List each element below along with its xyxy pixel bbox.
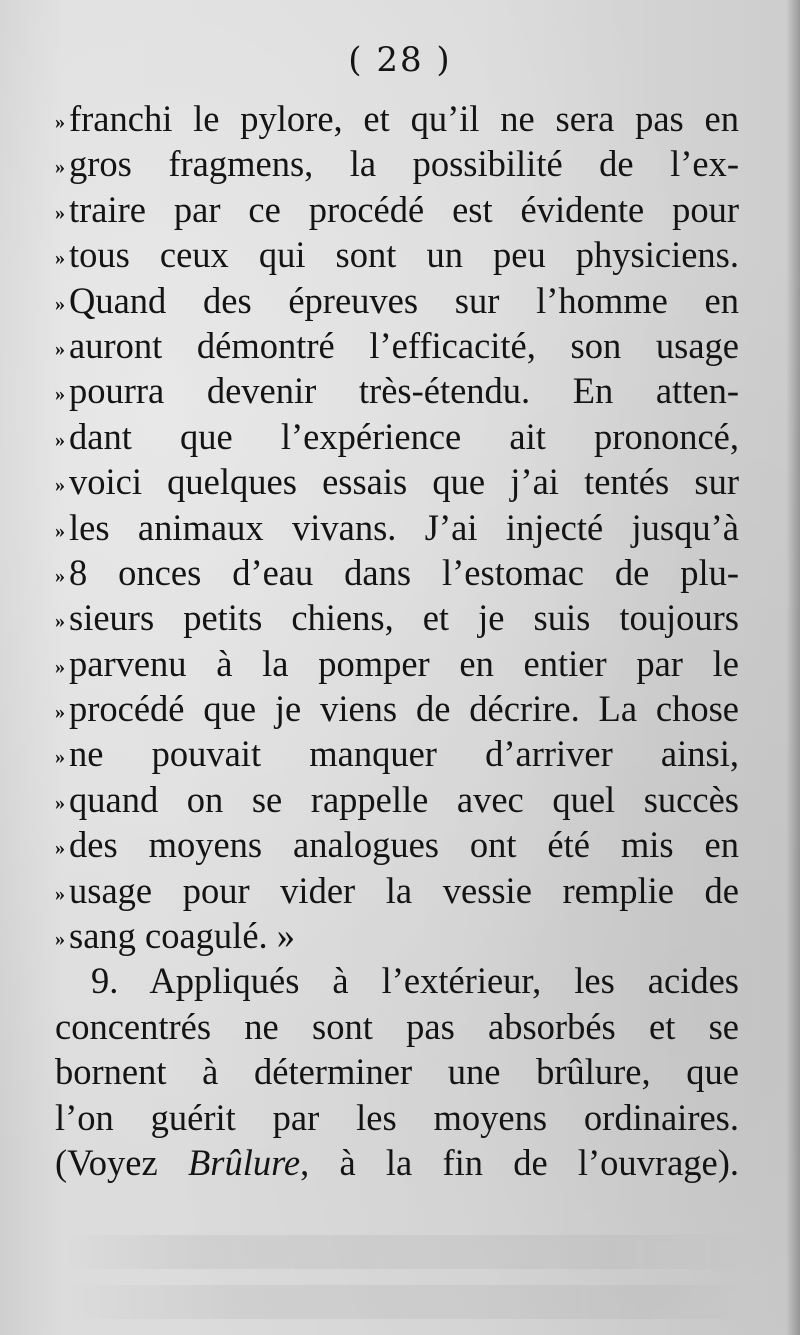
text-line [55,368,739,413]
line-text: gros fragmens, la possibilité de l’ex- [69,143,739,185]
line-text: auront démontré l’efficacité, son usage [69,324,739,366]
page-edge-shadow [786,0,800,1335]
line-text: (Voyez [55,1141,188,1183]
text-line [55,414,739,459]
text-line [55,686,739,731]
line-text: traire par ce procédé est évidente pour [69,188,739,230]
quote-mark: » [55,928,65,951]
paragraph-9-line [55,1140,739,1185]
quote-mark: » [55,519,65,542]
quote-mark: » [55,837,65,860]
quote-mark: » [55,292,65,315]
text-line [55,323,739,368]
line-text: Quand des épreuves sur l’homme en [69,279,739,321]
line-text: , à la fin de l’ouvrage). [300,1141,740,1183]
show-through-texture [60,1235,750,1269]
text-line [55,731,739,776]
page-number: ( 28 ) [348,40,452,80]
page-text [55,96,739,1185]
quote-mark: » [55,247,65,270]
line-text: l’on guérit par les moyens ordinaires. [55,1096,739,1138]
quote-mark: » [55,474,65,497]
quote-mark: » [55,156,65,179]
line-text: bornent à déterminer une brûlure, que [55,1051,739,1093]
line-text: procédé que je viens de décrire. La chose [69,688,739,730]
line-text: voici quelques essais que j’ai tentés sur [69,461,739,503]
quote-mark: » [55,337,65,360]
quote-mark: » [55,201,65,224]
line-text: 8 onces d’eau dans l’estomac de plu- [69,551,739,593]
text-line [55,232,739,277]
line-text: les animaux vivans. J’ai injecté jusqu’à [69,506,739,548]
quote-mark: » [55,746,65,769]
quote-mark: » [55,428,65,451]
line-text: franchi le pylore, et qu’il ne sera pas en [69,98,739,139]
quote-mark: » [55,791,65,814]
paragraph-9-line [55,1095,739,1140]
line-text: sieurs petits chiens, et je suis toujours [69,597,739,639]
quote-mark: » [55,882,65,905]
text-line [55,777,739,822]
text-line [55,550,739,595]
text-line [55,641,739,686]
line-text: sang coagulé. » [69,915,296,957]
line-text: parvenu à la pomper en entier par le [69,642,739,684]
show-through-texture [60,1285,750,1319]
quote-mark: » [55,564,65,587]
line-text: quand on se rappelle avec quel succès [69,778,739,820]
paragraph-9-line [55,1049,739,1094]
text-line [55,913,739,958]
text-line [55,141,739,186]
text-line [55,868,739,913]
text-line [55,595,739,640]
quote-mark: » [55,111,65,133]
quote-mark: » [55,383,65,406]
line-text: usage pour vider la vessie remplie de [69,869,739,911]
line-text: pourra devenir très-étendu. En atten- [69,370,739,412]
text-line [55,278,739,323]
text-line [55,187,739,232]
paragraph-9-line [55,958,739,1003]
line-text: 9. Appliqués à l’extérieur, les acides [91,960,739,1002]
text-line [55,505,739,550]
line-text: des moyens analogues ont été mis en [69,824,739,866]
text-line [55,822,739,867]
quote-mark: » [55,701,65,724]
line-text: tous ceux qui sont un peu physiciens. [69,234,739,276]
quote-mark: » [55,655,65,678]
italic-reference: Brûlure [187,1141,301,1183]
text-line [55,96,739,141]
line-text: concentrés ne sont pas absorbés et se [55,1005,739,1047]
quote-mark: » [55,610,65,633]
text-line [55,459,739,504]
paragraph-9-line [55,1004,739,1049]
line-text: ne pouvait manquer d’arriver ainsi, [69,733,739,775]
line-text: dant que l’expérience ait prononcé, [69,415,739,457]
